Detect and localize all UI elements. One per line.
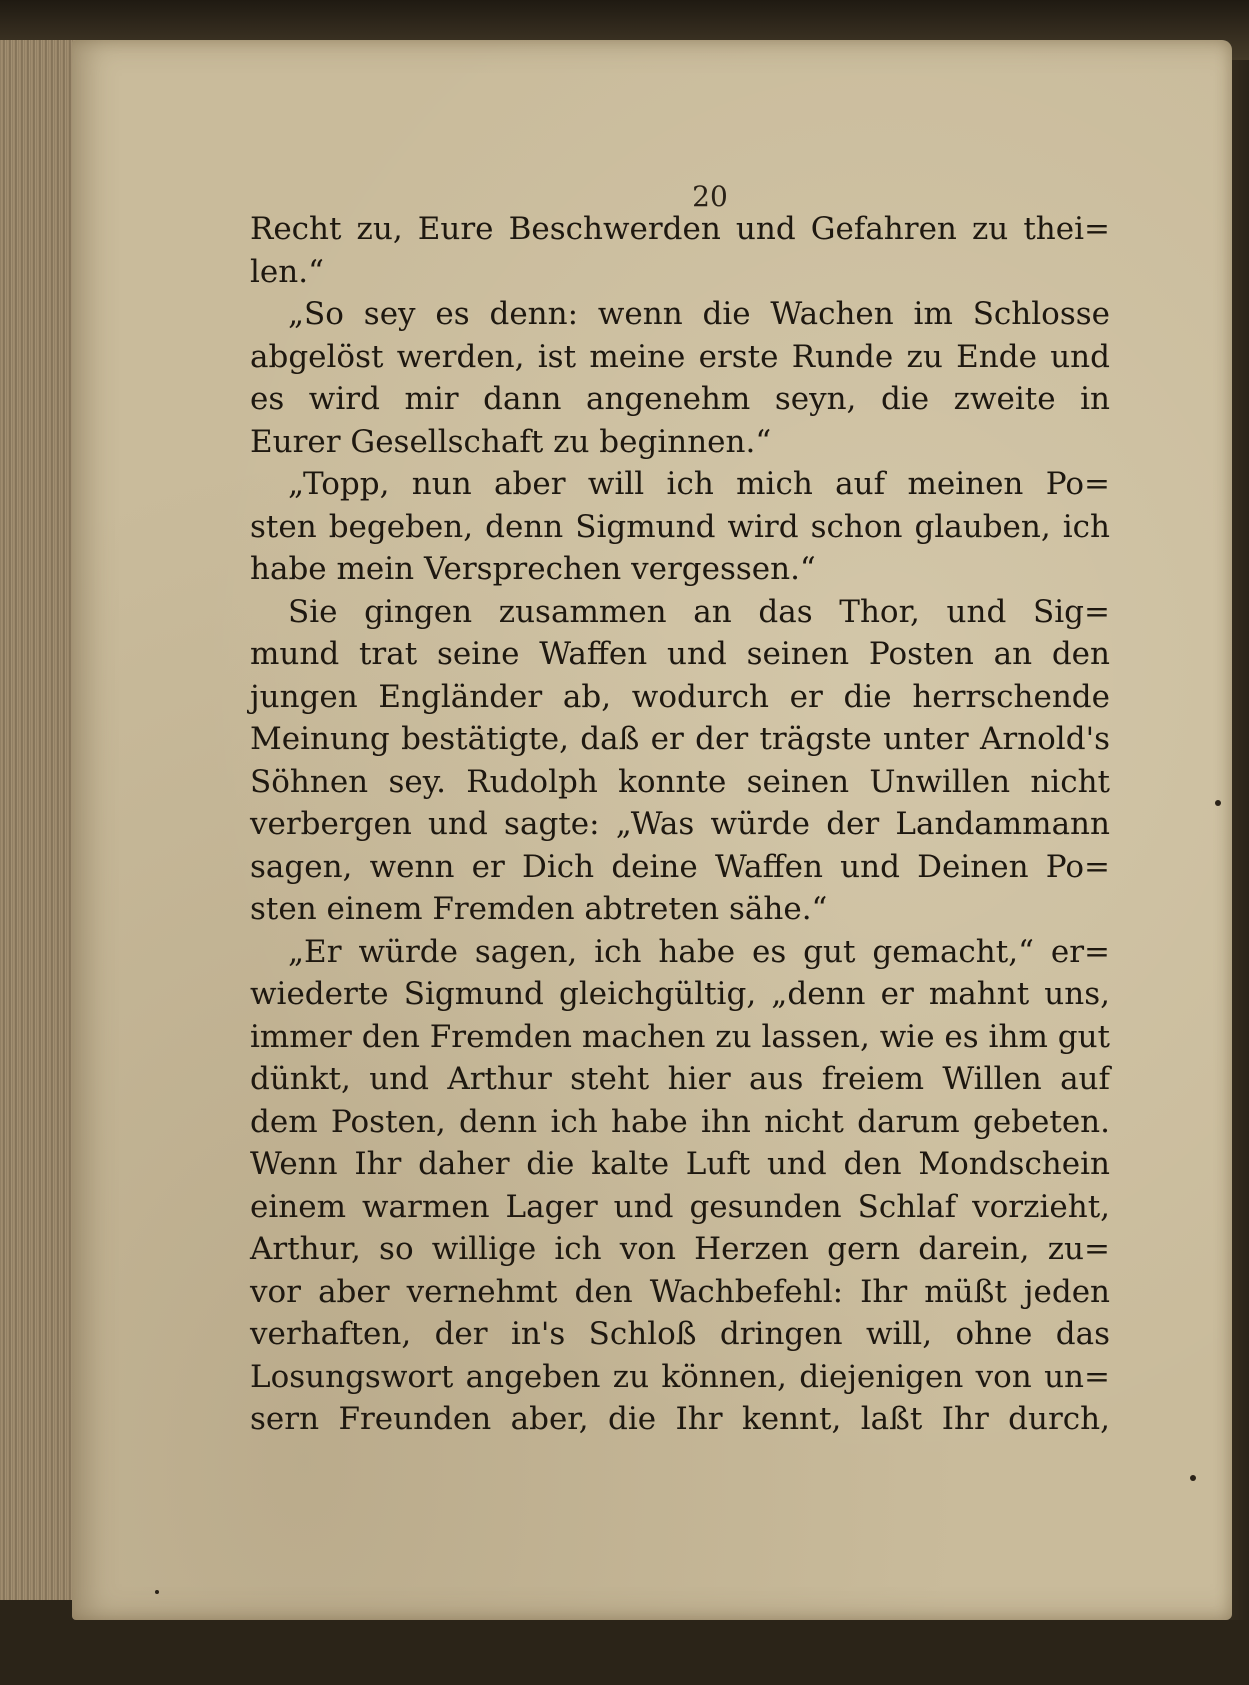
page-number: 20 bbox=[692, 180, 728, 213]
text-line: einem warmen Lager und gesunden Schlaf vorzieht, bbox=[250, 1188, 1110, 1225]
text-line: wiederte Sigmund gleichgültig, „denn er mahnt uns, bbox=[250, 976, 1110, 1012]
body-text bbox=[250, 208, 1110, 1441]
text-line: Eurer Gesellschaft zu beginnen.“ bbox=[250, 423, 772, 460]
text-line: „Topp, nun aber will ich mich auf meinen Po= bbox=[288, 466, 1110, 502]
text-line: sern Freunden aber, die Ihr kennt, laßt Ihr durch, bbox=[250, 1401, 1110, 1437]
text-line: abgelöst werden, ist meine erste Runde zu Ende und bbox=[250, 338, 1110, 375]
text-line: Wenn Ihr daher die kalte Luft und den Mondschein bbox=[250, 1146, 1110, 1182]
text-line: sten einem Fremden abtreten sähe.“ bbox=[250, 891, 828, 927]
text-line: sten begeben, denn Sigmund wird schon glauben, ich bbox=[250, 508, 1110, 545]
text-line: Arthur, so willige ich von Herzen gern darein, zu= bbox=[250, 1231, 1110, 1267]
book-page-edges-left bbox=[0, 40, 82, 1600]
text-line: habe mein Versprechen vergessen.“ bbox=[250, 551, 816, 587]
text-line: immer den Fremden machen zu lassen, wie es ihm gut bbox=[250, 1018, 1110, 1055]
paper-speck bbox=[155, 1590, 159, 1594]
text-line: verhaften, der in's Schloß dringen will, ohne das bbox=[250, 1316, 1110, 1352]
text-line: Sie gingen zusammen an das Thor, und Sig= bbox=[288, 593, 1110, 630]
text-line: mund trat seine Waffen und seinen Posten an den bbox=[250, 636, 1110, 672]
text-line: „So sey es denn: wenn die Wachen im Schlosse bbox=[288, 296, 1110, 332]
text-line: jungen Engländer ab, wodurch er die herrschende bbox=[250, 678, 1110, 715]
text-line: verbergen und sagte: „Was würde der Landammann bbox=[250, 806, 1110, 842]
text-line: dünkt, und Arthur steht hier aus freiem Willen auf bbox=[250, 1061, 1110, 1097]
paper-speck bbox=[1190, 1475, 1196, 1481]
text-line: Recht zu, Eure Beschwerden und Gefahren zu thei= bbox=[250, 211, 1110, 247]
text-line: Meinung bestätigte, daß er der trägste unter Arnold's bbox=[250, 721, 1110, 757]
text-line: len.“ bbox=[250, 253, 324, 290]
text-line: vor aber vernehmt den Wachbefehl: Ihr müßt jeden bbox=[250, 1273, 1110, 1310]
text-line: „Er würde sagen, ich habe es gut gemacht,“ er= bbox=[288, 933, 1110, 970]
paper-speck bbox=[1215, 800, 1221, 806]
text-line: dem Posten, denn ich habe ihn nicht darum gebeten. bbox=[250, 1103, 1110, 1140]
text-line: sagen, wenn er Dich deine Waffen und Deinen Po= bbox=[250, 848, 1110, 885]
text-line: Söhnen sey. Rudolph konnte seinen Unwillen nicht bbox=[250, 763, 1110, 800]
text-line: Losungswort angeben zu können, diejenigen von un= bbox=[250, 1358, 1110, 1395]
text-line: es wird mir dann angenehm seyn, die zweite in bbox=[250, 381, 1110, 417]
